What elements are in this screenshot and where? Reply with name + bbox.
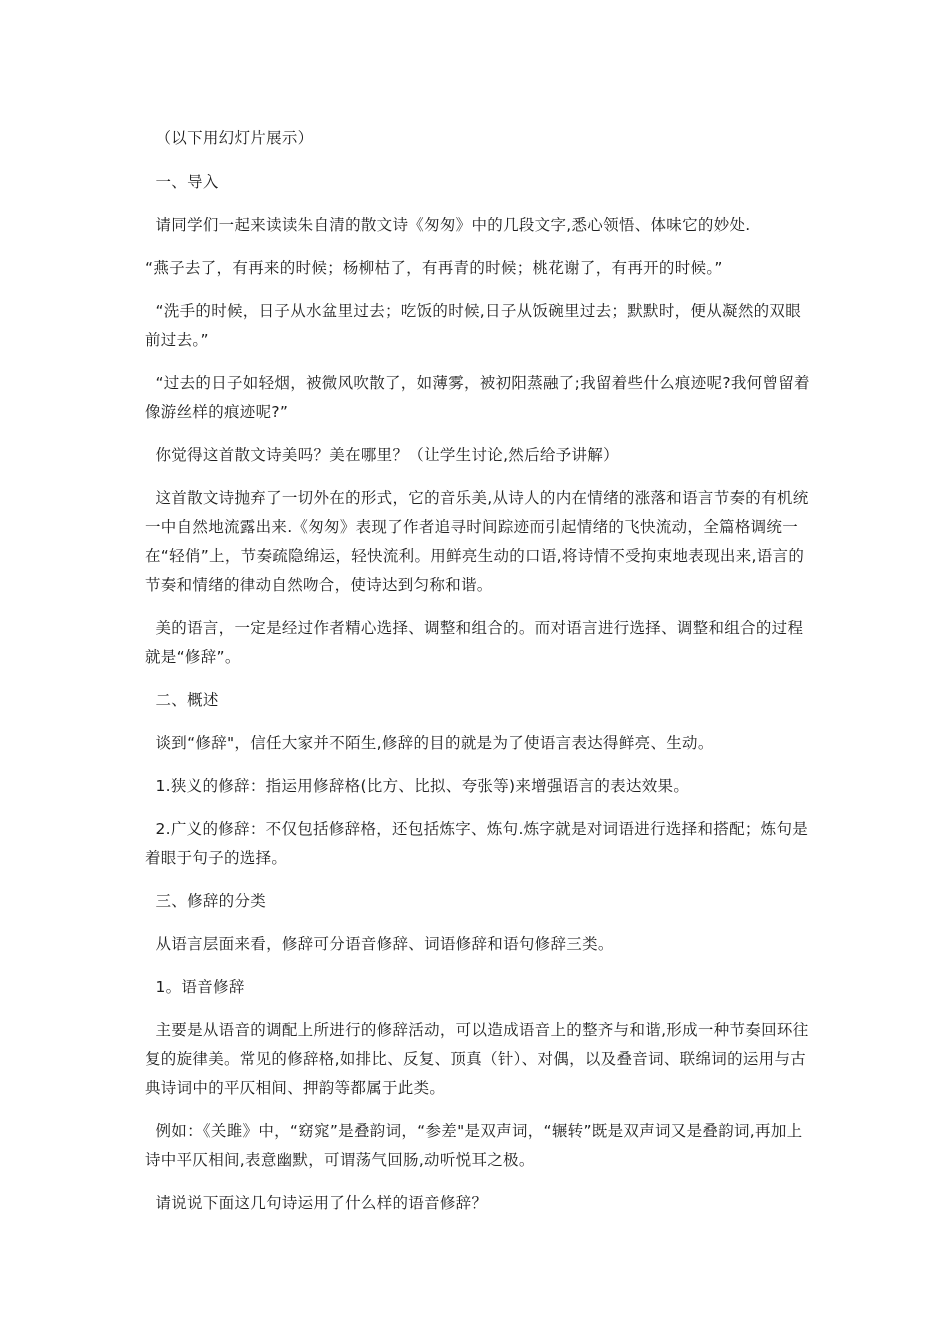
quote-washing-hands: “洗手的时候，日子从水盆里过去；吃饭的时候,日子从饭碗里过去；默默时，便从凝然的双眼前过去。” — [145, 302, 802, 349]
paragraph-guanju-example: 例如：《关雎》中，“窈窕”是叠韵词，“参差"是双声词，“辗转”既是双声词又是叠韵词,再加上诗中平仄相间,表意幽默，可谓荡气回肠,动听悦耳之极。 — [145, 1122, 803, 1169]
paragraph-slide-note: （以下用幻灯片展示） — [145, 129, 314, 147]
paragraph-question-poems: 请说说下面这几句诗运用了什么样的语音修辞？ — [145, 1194, 488, 1212]
paragraph-rhetoric-purpose: 谈到“修辞"，信任大家并不陌生,修辞的目的就是为了使语言表达得鲜亮、生动。 — [145, 734, 714, 752]
quote-swallows: “燕子去了，有再来的时候；杨柳枯了，有再青的时候；桃花谢了，有再开的时候。” — [145, 259, 723, 277]
quote-past-days: “过去的日子如轻烟，被微风吹散了，如薄雾，被初阳蒸融了;我留着些什么痕迹呢?我何曾留着像游丝样的痕迹呢?” — [145, 374, 810, 421]
list-item-broad-rhetoric: 2.广义的修辞：不仅包括修辞格，还包括炼字、炼句.炼字就是对词语进行选择和搭配；炼句是着眼于句子的选择。 — [145, 820, 809, 867]
heading-introduction: 一、导入 — [145, 173, 219, 191]
subheading-phonetic-rhetoric: 1。语音修辞 — [145, 978, 245, 996]
heading-classification: 三、修辞的分类 — [145, 892, 267, 910]
heading-overview: 二、概述 — [145, 691, 219, 709]
paragraph-question-beauty: 你觉得这首散文诗美吗？美在哪里？（让学生讨论,然后给予讲解） — [145, 446, 619, 464]
paragraph-rhetoric-definition: 美的语言，一定是经过作者精心选择、调整和组合的。而对语言进行选择、调整和组合的过程就是“修辞”。 — [145, 619, 804, 666]
paragraph-three-categories: 从语言层面来看，修辞可分语音修辞、词语修辞和语句修辞三类。 — [145, 935, 614, 953]
list-item-narrow-rhetoric: 1.狭义的修辞：指运用修辞格(比方、比拟、夸张等)来增强语言的表达效果。 — [145, 777, 690, 795]
paragraph-phonetic-explanation: 主要是从语音的调配上所进行的修辞活动，可以造成语音上的整齐与和谐,形成一种节奏回环往复的旋律美。常见的修辞格,如排比、反复、顶真（针）、对偶，以及叠音词、联绵词的运用与古典诗词中的平仄相间、押韵等都属于此类。 — [145, 1021, 809, 1097]
paragraph-analysis: 这首散文诗抛弃了一切外在的形式，它的音乐美,从诗人的内在情绪的涨落和语言节奏的有机统一中自然地流露出来.《匆匆》表现了作者追寻时间踪迹而引起情绪的飞快流动，全篇格调统一在“轻俏”上，节奏疏隐绵运，轻快流利。用鲜亮生动的口语,将诗情不受拘束地表现出来,语言的节奏和情绪的律动自然吻合，使诗达到匀称和谐。 — [145, 489, 809, 594]
paragraph-read-poem: 请同学们一起来读读朱自清的散文诗《匆匆》中的几段文字,悉心领悟、体味它的妙处. — [145, 216, 751, 234]
